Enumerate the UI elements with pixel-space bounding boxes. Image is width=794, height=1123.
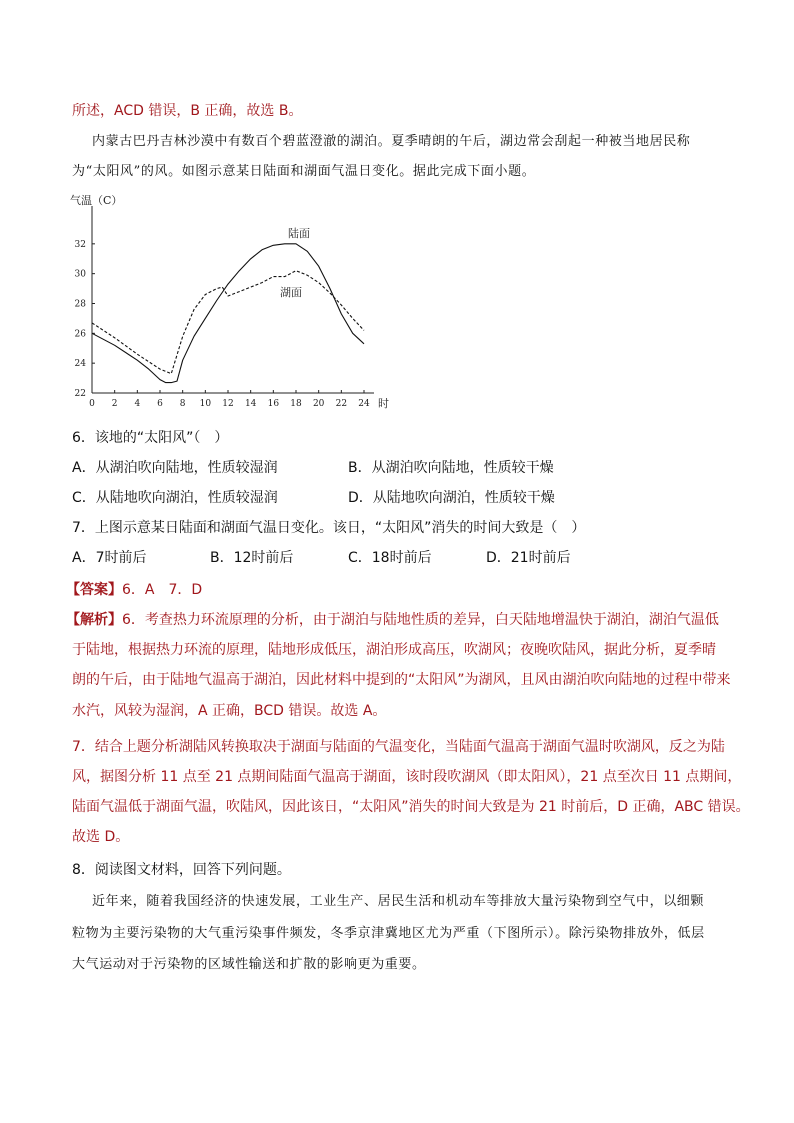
temperature-chart [64,188,404,410]
question-7-option-b[interactable]: B．12时前后 [210,550,294,566]
x-tick-label: 2 [111,399,118,409]
answer-line [66,580,202,600]
y-tick-label: 30 [74,269,86,280]
analysis-text-1: 6．考查热力环流原理的分析，由于湖泊与陆地性质的差异，白天陆地增温快于湖泊，湖泊气温低 [122,612,719,628]
x-tick-label: 4 [134,399,141,409]
y-tick-label: 32 [74,239,86,250]
x-tick-label: 14 [244,399,257,409]
y-tick-label: 22 [74,389,86,399]
x-tick-label: 16 [267,399,280,409]
analysis-line-2: 于陆地，根据热力环流的原理，陆地形成低压，湖泊形成高压，吹湖风；夜晚吹陆风，据此分析，夏季晴 [72,642,716,658]
y-tick-label: 26 [74,329,86,340]
question-6-option-c[interactable]: C．从陆地吹向湖泊，性质较湿润 [72,490,278,506]
chart-ticks [75,240,370,409]
analysis-line-6: 风，据图分析 11 点至 21 点期间陆面气温高于湖面，该时段吹湖风（即太阳风），21 点至次日 11 点期间， [72,769,742,785]
x-tick-label: 22 [335,399,348,409]
analysis-line-7: 陆面气温低于湖面气温，吹陆风，因此该日，“太阳风”消失的时间大致是为 21 时前后，D 正确，ABC 错误。 [72,799,750,815]
x-tick-label: 12 [222,399,234,409]
x-tick-label: 8 [179,399,186,409]
question-7-option-a[interactable]: A．7时前后 [72,550,147,566]
question-8-stem: 8．阅读图文材料，回答下列问题。 [72,862,291,878]
chart-axes [92,206,374,393]
analysis-line-3: 朗的午后，由于陆地气温高于湖泊，因此材料中提到的“太阳风”为湖风，且风由湖泊吹向陆地的过程中带来 [72,672,731,688]
question-6-option-a[interactable]: A．从湖泊吹向陆地，性质较湿润 [72,460,278,476]
analysis-line-8: 故选 D。 [72,829,130,845]
question-6-option-d[interactable]: D．从陆地吹向湖泊，性质较干燥 [348,490,555,506]
answer-text: 6．A 7．D [122,582,203,598]
question-7-option-c[interactable]: C．18时前后 [348,550,432,566]
chart-series [92,244,364,383]
question-6-option-b[interactable]: B．从湖泊吹向陆地，性质较干燥 [348,460,554,476]
analysis-line-5: 7．结合上题分析湖陆风转换取决于湖面与陆面的气温变化，当陆面气温高于湖面气温时吹湖风，反之为陆 [72,739,725,755]
analysis-line-1 [66,610,719,630]
land-temperature-line [92,244,364,383]
passage-line-2: 为“太阳风”的风。如图示意某日陆面和湖面气温日变化。据此完成下面小题。 [72,164,536,179]
analysis-line-4: 水汽，风较为湿润，A 正确，BCD 错误。故选 A。 [72,703,387,719]
question-7-option-d[interactable]: D．21时前后 [486,550,571,566]
x-tick-label: 24 [358,399,370,409]
x-tick-label: 0 [89,399,95,409]
answer-label: 【答案】 [66,582,122,598]
x-tick-label: 10 [199,399,212,409]
series-label-lake: 湖面 [280,286,302,299]
question-8-passage-3: 大气运动对于污染物的区域性输送和扩散的影响更为重要。 [72,957,426,972]
y-axis-label: 气温（C） [70,194,123,207]
y-tick-label: 24 [74,359,86,370]
x-tick-label: 18 [290,399,302,409]
question-8-passage-1: 近年来，随着我国经济的快速发展，工业生产、居民生活和机动车等排放大量污染物到空气中，以细颗 [92,894,705,909]
y-tick-label: 28 [74,299,86,310]
series-label-land: 陆面 [288,227,310,240]
x-tick-label: 20 [312,399,325,409]
analysis-label: 【解析】 [66,612,122,628]
passage-line-1: 内蒙古巴丹吉林沙漠中有数百个碧蓝澄澈的湖泊。夏季晴朗的午后，湖边常会刮起一种被当地居民称 [92,134,691,149]
lake-temperature-line [92,271,364,374]
x-axis-label: 时 [378,397,389,410]
question-8-passage-2: 粒物为主要污染物的大气重污染事件频发，冬季京津冀地区尤为严重（下图所示）。除污染物排放外，低层 [72,926,705,941]
x-tick-label: 6 [157,399,163,409]
question-7-stem: 7．上图示意某日陆面和湖面气温日变化。该日，“太阳风”消失的时间大致是（ ） [72,520,586,536]
previous-answer-conclusion: 所述，ACD 错误，B 正确，故选 B。 [72,103,303,119]
question-6-stem: 6．该地的“太阳风”（ ） [72,430,229,446]
